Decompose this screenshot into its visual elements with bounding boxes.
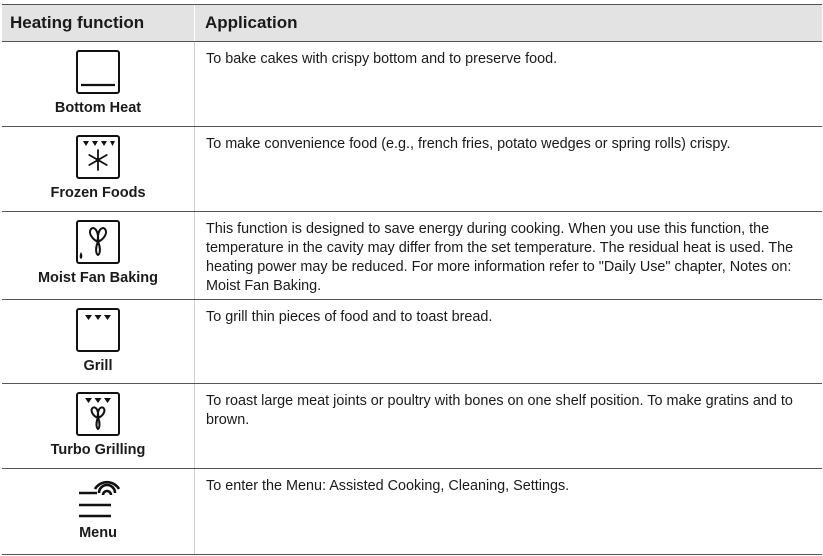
application-text: To enter the Menu: Assisted Cooking, Cleaning, Settings. — [206, 478, 570, 494]
frozen-foods-icon — [76, 135, 120, 179]
function-cell — [2, 469, 195, 554]
table-row — [2, 300, 822, 384]
application-text: To bake cakes with crispy bottom and to preserve food. — [206, 51, 558, 67]
function-name: Moist Fan Baking — [37, 270, 159, 286]
application-text: To grill thin pieces of food and to toast bread. — [206, 309, 493, 325]
header-application: Application — [205, 13, 298, 32]
application-text: To roast large meat joints or poultry with bones on one shelf position. To make gratins and to brown. — [206, 393, 793, 428]
menu-icon — [75, 477, 121, 521]
table-header — [2, 5, 822, 42]
function-cell — [2, 127, 195, 211]
table-row — [2, 42, 822, 127]
bottom-heat-icon — [76, 50, 120, 94]
application-text: This function is designed to save energy during cooking. When you use this function, the temperature in the cavity may differ from the set temperature. The residual heat is used. The heating power may be reduced. For more information refer to "Daily Use" chapter, Notes on: Moist Fan Baking. — [206, 221, 794, 294]
function-name: Bottom Heat — [54, 100, 142, 116]
heating-functions-table — [2, 4, 822, 555]
function-name: Frozen Foods — [50, 185, 146, 201]
table-row — [2, 212, 822, 300]
moist-fan-baking-icon — [76, 220, 120, 264]
application-text: To make convenience food (e.g., french fries, potato wedges or spring rolls) crispy. — [206, 136, 731, 152]
header-heating-function: Heating function — [2, 5, 195, 41]
function-name: Turbo Grilling — [50, 442, 146, 458]
function-cell — [2, 384, 195, 468]
turbo-grilling-icon — [76, 392, 120, 436]
table-row — [2, 469, 822, 555]
function-cell — [2, 42, 195, 126]
function-name: Menu — [79, 525, 117, 541]
table-row — [2, 384, 822, 469]
function-name: Grill — [83, 358, 113, 374]
function-cell — [2, 300, 195, 383]
function-cell — [2, 212, 195, 299]
grill-icon — [76, 308, 120, 352]
table-row — [2, 127, 822, 212]
